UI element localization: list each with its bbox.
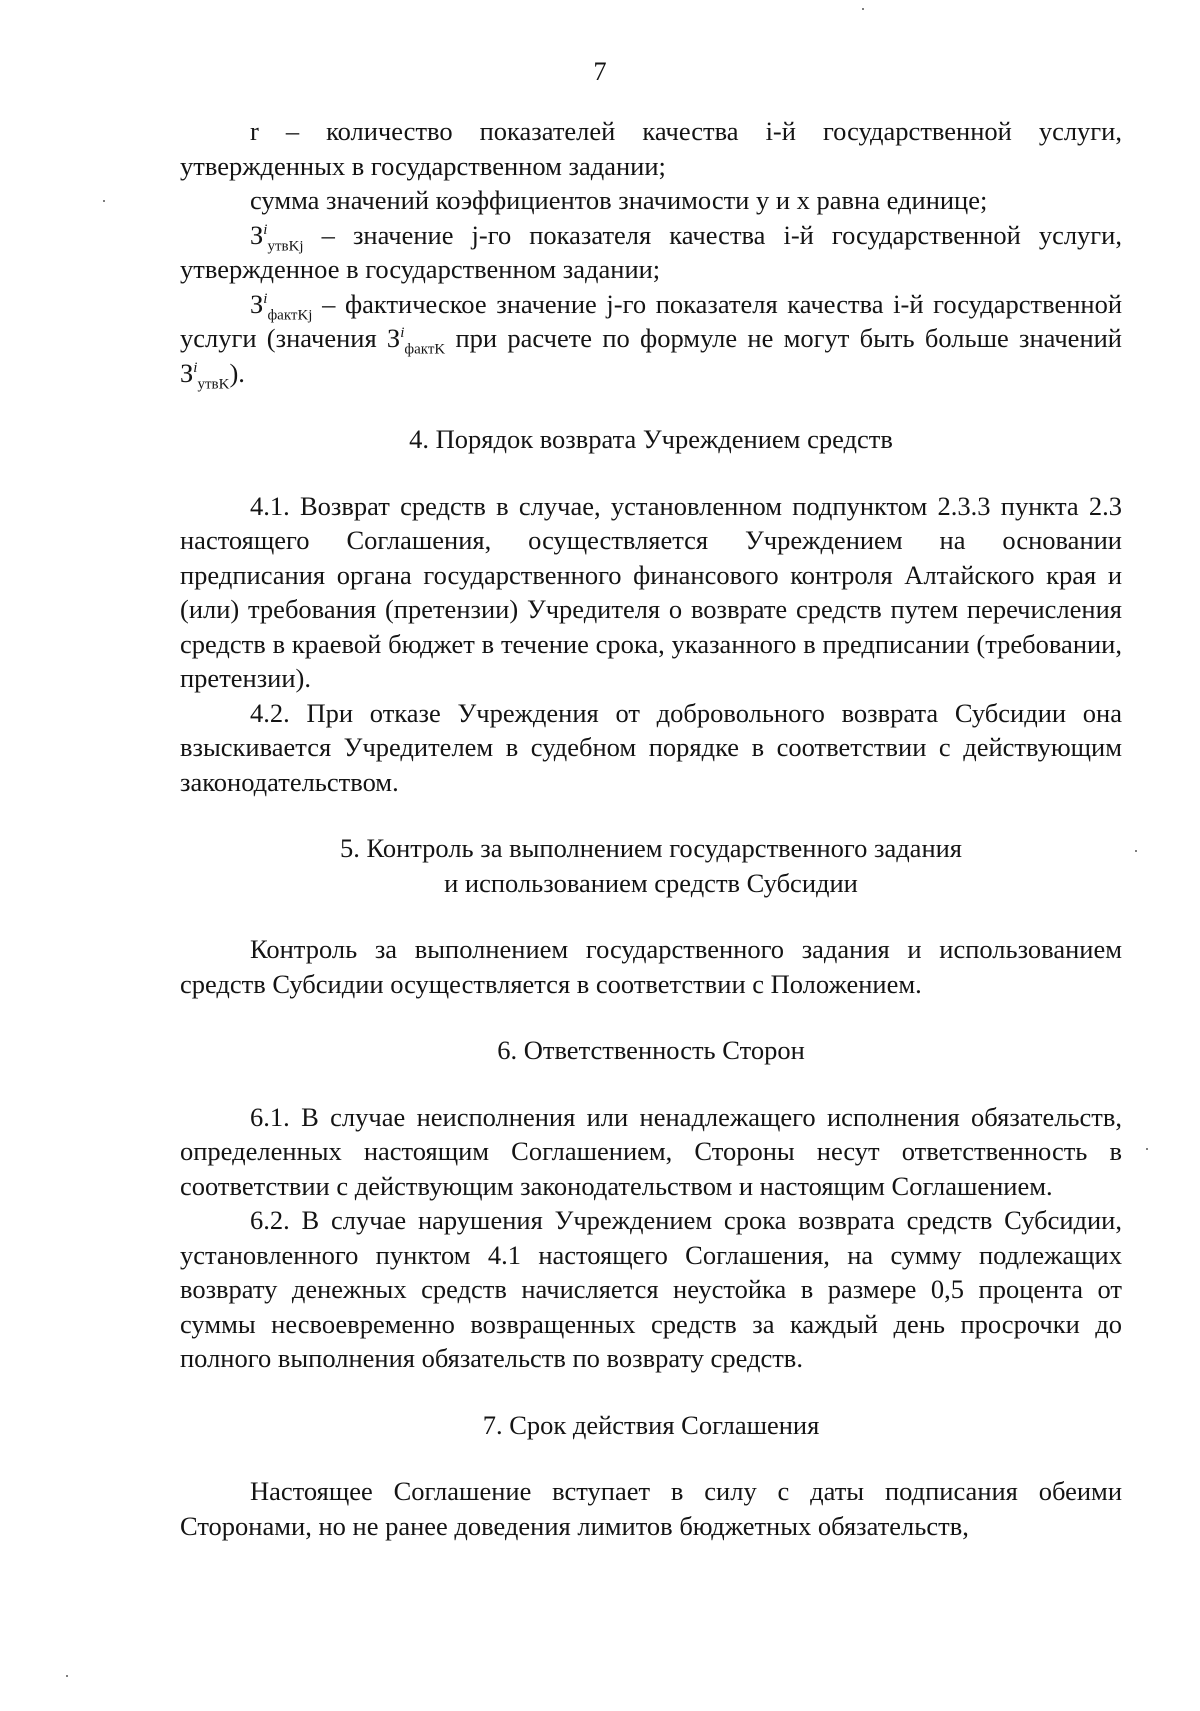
definition-text-3: ). xyxy=(229,357,245,388)
scan-speck xyxy=(103,200,105,202)
subscript-fakt: фактKj xyxy=(267,306,313,323)
scan-speck xyxy=(1135,850,1137,852)
definition-z-approved xyxy=(180,218,1122,287)
subscript-utv: утвKj xyxy=(267,237,304,254)
scan-speck xyxy=(1146,1148,1148,1150)
scan-speck xyxy=(862,8,864,10)
symbol-z-3: З xyxy=(180,357,194,388)
section-5-heading-line-2: и использованием средств Субсидии xyxy=(444,867,858,898)
clause-6-2: 6.2. В случае нарушения Учреждением срока возврата средств Субсидии, установленного пунктом 4.1 настоящего Соглашения, на сумму подлежащих возврату денежных средств начисляется неустойка в размере 0,5 процента от суммы несвоевременно возвращенных средств за каждый день просрочки до полного выполнения обязательств по возврату средств. xyxy=(180,1205,1122,1373)
definition-r: r – количество показателей качества i-й государственной услуги, утвержденных в государственном задании; xyxy=(180,116,1122,181)
symbol-z-2: З xyxy=(386,323,401,353)
superscript-i-2: i xyxy=(400,325,405,342)
superscript-i: i xyxy=(263,221,268,238)
section-4-heading: 4. Порядок возврата Учреждением средств xyxy=(409,424,893,454)
definition-text: – значение j-го показателя качества i-й государственной услуги, утвержденное в государственном задании; xyxy=(180,219,1122,284)
subscript-utv-3: утвK xyxy=(197,375,230,392)
document-body xyxy=(180,114,1122,1543)
superscript-i-3: i xyxy=(193,359,198,376)
clause-6-1: 6.1. В случае неисполнения или ненадлежащего исполнения обязательств, определенных настоящим Соглашением, Стороны несут ответственность в соответствии с действующим законодательством и настоящим Соглашением. xyxy=(180,1101,1122,1201)
definition-z-actual xyxy=(180,287,1122,391)
section-7-text: Настоящее Соглашение вступает в силу с даты подписания обеими Сторонами, но не ранее доведения лимитов бюджетных обязательств, xyxy=(180,1476,1122,1541)
clause-4-2: 4.2. При отказе Учреждения от добровольного возврата Субсидии она взыскивается Учредителем в судебном порядке в соответствии с действующим законодательством. xyxy=(180,697,1122,797)
symbol-z: З xyxy=(250,219,264,250)
definition-text-1: – фактическое значение j-го показателя качества i-й государственной услуги (значения xyxy=(180,288,1122,353)
symbol-z: З xyxy=(250,288,264,319)
section-6-heading: 6. Ответственность Сторон xyxy=(497,1035,805,1065)
page-number: 7 xyxy=(593,56,607,86)
section-5-text: Контроль за выполнением государственного задания и использованием средств Субсидии осуществляется в соответствии с Положением. xyxy=(180,934,1122,999)
subscript-fakt-2: фактK xyxy=(404,341,446,358)
clause-4-1: 4.1. Возврат средств в случае, установленном подпунктом 2.3.3 пункта 2.3 настоящего Соглашения, осуществляется Учреждением на основании предписания органа государственного финансового контроля Алтайского края и (или) требования (претензии) Учредителя о возврате средств путем перечисления средств в краевой бюджет в течение срока, указанного в предписании (требовании, претензии). xyxy=(180,490,1122,693)
definition-text-2: при расчете по формуле не могут быть больше значений xyxy=(445,323,1122,353)
scan-speck xyxy=(66,1675,68,1677)
definition-coefficients-sum: сумма значений коэффициентов значимости y и x равна единице; xyxy=(250,185,988,215)
section-5-heading-line-1: 5. Контроль за выполнением государственного задания xyxy=(339,833,962,863)
superscript-i: i xyxy=(263,290,268,307)
section-7-heading: 7. Срок действия Соглашения xyxy=(482,1409,820,1440)
